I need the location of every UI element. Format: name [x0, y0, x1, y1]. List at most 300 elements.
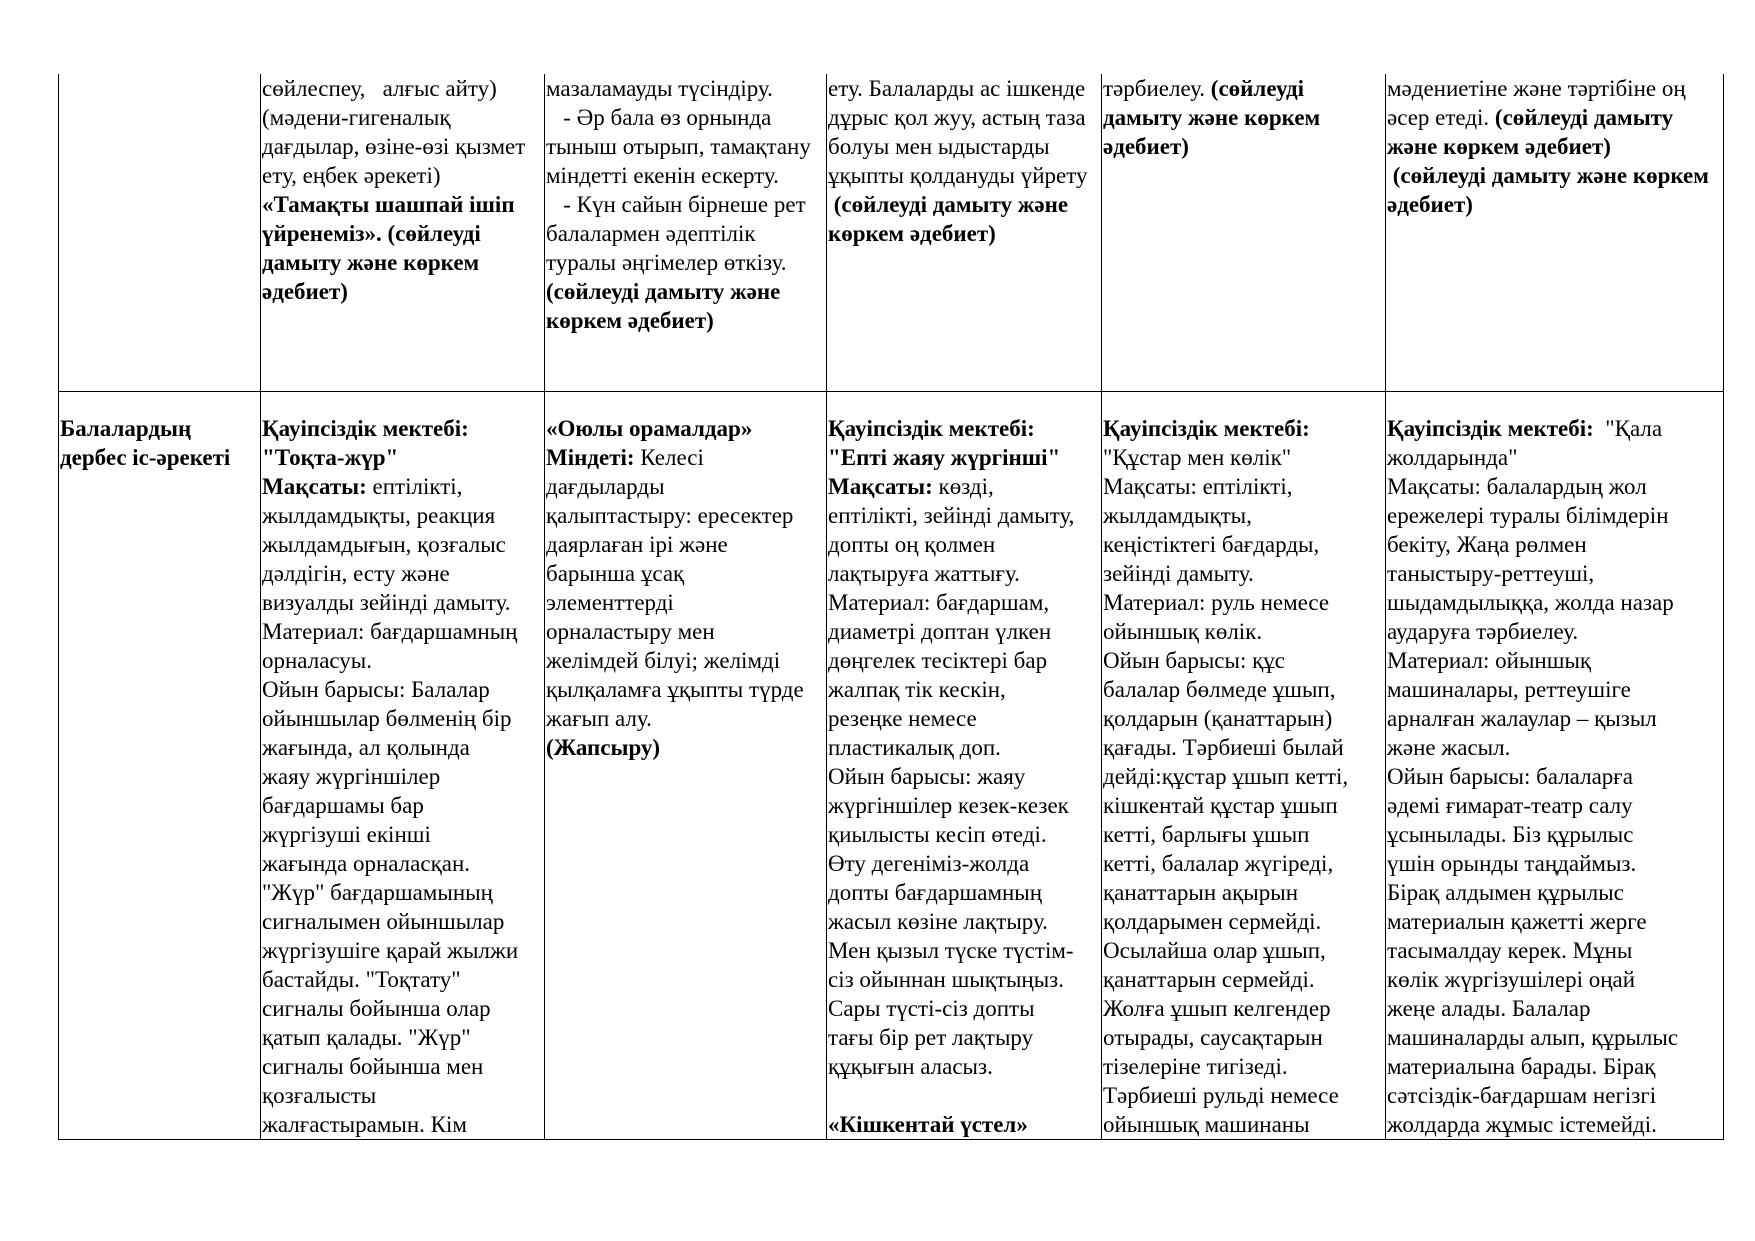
text-run: балалармен әдептілік [546, 221, 756, 246]
text-run: Ойын барысы: жаяу [828, 764, 1026, 789]
text-line [60, 443, 260, 472]
row-label-cell [59, 74, 261, 392]
text-line [262, 646, 544, 675]
text-line [1387, 965, 1723, 994]
text-line [1103, 646, 1385, 675]
bold-text-run: «Кішкентай үстел» [828, 1112, 1028, 1137]
table-cell [545, 74, 827, 392]
text-run: ұсынылады. Біз құрылыс [1387, 822, 1634, 847]
text-run: резеңке немесе [828, 706, 977, 731]
text-line [1103, 501, 1385, 530]
text-run: балалар бөлмеде ұшып, [1103, 677, 1336, 702]
text-run: материалын қажетті жерге [1387, 909, 1647, 934]
text-run: қанаттарын ақырын [1103, 880, 1299, 905]
text-run: Осылайша олар ұшып, [1103, 938, 1326, 963]
text-line [828, 74, 1101, 103]
text-run: көлік жүргізушілері оңай [1387, 967, 1636, 992]
text-run: Сары түсті-сіз допты [828, 996, 1035, 1021]
text-line [1387, 936, 1723, 965]
bold-text-run: көркем әдебиет) [546, 308, 714, 333]
text-line [1103, 414, 1385, 443]
text-run: ойыншылар бөлменің бір [262, 706, 512, 731]
text-line [546, 219, 826, 248]
text-run: "Жүр" бағдаршамының [262, 880, 493, 905]
text-line [1103, 704, 1385, 733]
text-run: тізелеріне тигізеді. [1103, 1054, 1288, 1079]
text-line [1103, 994, 1385, 1023]
text-run: шыдамдылыққа, жолда назар [1387, 590, 1674, 615]
text-line [828, 762, 1101, 791]
text-line [828, 472, 1101, 501]
table-cell [261, 392, 545, 1140]
text-run: Материал: бағдаршам, [828, 590, 1050, 615]
schedule-table [58, 74, 1724, 1140]
text-line [60, 414, 260, 443]
text-line [1387, 791, 1723, 820]
text-run: сіз ойыннан шықтыңыз. [828, 967, 1065, 992]
text-run: тәрбиелеу. [1103, 76, 1211, 101]
bold-text-run: дамыту және көркем [262, 250, 480, 275]
text-run: пластикалық доп. [828, 735, 1001, 760]
text-run: Мақсаты: балалардың жол [1387, 474, 1647, 499]
text-run: қанаттарын сермейді. [1103, 967, 1315, 992]
text-run: кеңістіктегі бағдарды, [1103, 532, 1320, 557]
text-run: "Қала [1605, 416, 1663, 441]
text-line [262, 472, 544, 501]
text-line [828, 733, 1101, 762]
text-line [1387, 907, 1723, 936]
text-line [546, 646, 826, 675]
text-line [262, 1052, 544, 1081]
text-line [262, 248, 544, 277]
text-line [1387, 762, 1723, 791]
text-line [262, 103, 544, 132]
text-run: жолдарда жұмыс істемейді. [1387, 1112, 1657, 1137]
text-run: жалғастырамын. Кім [262, 1112, 467, 1137]
text-run: жалпақ тік кескін, [828, 677, 1006, 702]
bold-text-run: Қауіпсіздік мектебі: [262, 416, 469, 441]
bold-text-run: Балалардың [60, 416, 192, 441]
text-run: ету. Балаларды ас ішкенде [828, 76, 1086, 101]
text-line [262, 530, 544, 559]
text-run: допты оң қолмен [828, 532, 996, 557]
table-cell [827, 74, 1102, 392]
text-line [828, 849, 1101, 878]
text-run: отырады, саусақтарын [1103, 1025, 1323, 1050]
text-run: сәтсіздік-бағдаршам негізгі [1387, 1083, 1657, 1108]
text-run: аударуға тәрбиелеу. [1387, 619, 1579, 644]
text-line [828, 161, 1101, 190]
text-run: диаметрі доптан үлкен [828, 619, 1052, 644]
text-line [828, 1110, 1101, 1139]
text-line [546, 161, 826, 190]
text-line [1387, 878, 1723, 907]
text-line [828, 190, 1101, 219]
text-run: жылдамдықты, реакция [262, 503, 496, 528]
bold-text-run: (сөйлеуді дамыту және көркем [1387, 163, 1709, 188]
text-line [262, 501, 544, 530]
text-line [1103, 1081, 1385, 1110]
text-run: сигналымен ойыншылар [262, 909, 505, 934]
text-run: Материал: руль немесе [1103, 590, 1330, 615]
text-line [1103, 675, 1385, 704]
text-run: үшін орынды таңдаймыз. [1387, 851, 1637, 876]
text-line [1387, 472, 1723, 501]
bold-text-run: Міндеті: [546, 445, 641, 470]
text-run: ептілікті, зейінді дамыту, [828, 503, 1075, 528]
text-run: сигналы бойынша олар [262, 996, 491, 1021]
text-line [262, 733, 544, 762]
text-line [262, 820, 544, 849]
bold-text-run: (сөйлеуді дамыту [1494, 105, 1674, 130]
text-line [1103, 559, 1385, 588]
text-run: әдемі ғимарат-театр салу [1387, 793, 1633, 818]
text-line [1103, 1110, 1385, 1139]
text-line [1103, 74, 1385, 103]
text-line [262, 617, 544, 646]
text-run: ойыншық машинаны [1103, 1112, 1310, 1137]
text-line [1387, 588, 1723, 617]
bold-text-run: "Тоқта-жүр" [262, 445, 399, 470]
text-line [546, 704, 826, 733]
text-run: Ойын барысы: Балалар [262, 677, 490, 702]
text-run: ережелері туралы білімдерін [1387, 503, 1669, 528]
text-run: Ойын барысы: балаларға [1387, 764, 1633, 789]
text-line [1103, 472, 1385, 501]
text-run: жеңе алады. Балалар [1387, 996, 1591, 1021]
text-run: таныстыру-реттеуші, [1387, 561, 1595, 586]
text-run: қолдарын (қанаттарын) [1103, 706, 1333, 731]
text-line [1387, 675, 1723, 704]
text-line [262, 588, 544, 617]
text-line [828, 791, 1101, 820]
text-run: жүргізуші екінші [262, 822, 431, 847]
text-line [1103, 762, 1385, 791]
text-line [1387, 161, 1723, 190]
text-line [546, 306, 826, 335]
text-line [1387, 733, 1723, 762]
text-run: жүргіншілер кезек-кезек [828, 793, 1069, 818]
text-line [1387, 849, 1723, 878]
bold-text-run: (Жапсыру) [546, 735, 661, 760]
text-run: Келесі [640, 445, 704, 470]
text-run: болуы мен ыдыстарды [828, 134, 1050, 159]
text-line [262, 1023, 544, 1052]
text-run: арналған жалаулар – қызыл [1387, 706, 1657, 731]
bold-text-run: әдебиет) [1103, 134, 1189, 159]
text-run: жылдамдықты, [1103, 503, 1252, 528]
text-run: тағы бір рет лақтыру [828, 1025, 1034, 1050]
text-line [828, 617, 1101, 646]
text-line [1387, 74, 1723, 103]
text-run: қатып қалады. "Жүр" [262, 1025, 471, 1050]
text-line [546, 733, 826, 762]
text-run: міндетті екенін ескерту. [546, 163, 779, 188]
text-line [262, 559, 544, 588]
text-run: қиылысты кесіп өтеді. [828, 822, 1047, 847]
table-row [59, 74, 1724, 392]
bold-text-run: Мақсаты: [262, 474, 373, 499]
bold-text-run: Қауіпсіздік мектебі: [828, 416, 1035, 441]
text-line [546, 414, 826, 443]
text-run: жасыл көзіне лақтыру. [828, 909, 1048, 934]
text-line [262, 132, 544, 161]
text-line [828, 588, 1101, 617]
text-line [1103, 103, 1385, 132]
text-line [262, 74, 544, 103]
text-line [1103, 878, 1385, 907]
table-cell [545, 392, 827, 1140]
text-run: визуалды зейінді дамыту. [262, 590, 511, 615]
table-row [59, 392, 1724, 1140]
text-line [1103, 965, 1385, 994]
text-line [546, 74, 826, 103]
text-run: желімдей білуі; желімді [546, 648, 781, 673]
text-line [828, 443, 1101, 472]
bold-text-run: көркем әдебиет) [828, 221, 996, 246]
text-run: бекіту, Жаңа рөлмен [1387, 532, 1587, 557]
text-line [1103, 443, 1385, 472]
bold-text-run: дербес іс-әрекеті [60, 445, 231, 470]
text-run: қозғалысты [262, 1083, 377, 1108]
text-line [262, 849, 544, 878]
text-line [1103, 530, 1385, 559]
text-run: дәлдігін, есту және [262, 561, 450, 586]
table-cell [1102, 74, 1386, 392]
bold-text-run: үйренеміз». (сөйлеуді [262, 221, 481, 246]
text-run: материалына барады. Бірақ [1387, 1054, 1656, 1079]
bold-text-run: (сөйлеуді дамыту және [828, 192, 1069, 217]
text-run: жағында орналасқан. [262, 851, 471, 876]
text-line [1103, 849, 1385, 878]
text-line [262, 1081, 544, 1110]
text-line [1387, 1052, 1723, 1081]
text-line [262, 704, 544, 733]
text-run: туралы әңгімелер өткізу. [546, 250, 787, 275]
text-line [1387, 443, 1723, 472]
text-run: Мен қызыл түске түстім- [828, 938, 1074, 963]
text-line [262, 675, 544, 704]
bold-text-run: Қауіпсіздік мектебі: [1103, 416, 1310, 441]
text-line [1103, 791, 1385, 820]
text-line [828, 878, 1101, 907]
text-line [1103, 907, 1385, 936]
text-line [1103, 1052, 1385, 1081]
text-line [1103, 617, 1385, 646]
text-run: машиналарды алып, құрылыс [1387, 1025, 1679, 1050]
text-line [262, 791, 544, 820]
text-run: дөңгелек тесіктері бар [828, 648, 1048, 673]
text-run: бағдаршамы бар [262, 793, 424, 818]
text-line [1387, 704, 1723, 733]
text-run: қағады. Тәрбиеші былай [1103, 735, 1344, 760]
text-line [1103, 820, 1385, 849]
text-line [546, 501, 826, 530]
bold-text-run: және көркем әдебиет) [1387, 134, 1611, 159]
text-line [546, 277, 826, 306]
text-line [1387, 1110, 1723, 1139]
text-line [546, 132, 826, 161]
text-run: жылдамдығын, қозғалыс [262, 532, 506, 557]
text-run: кетті, балалар жүгіреді, [1103, 851, 1334, 876]
text-line [546, 103, 826, 132]
text-run: құқығын аласыз. [828, 1054, 993, 1079]
text-line [1387, 414, 1723, 443]
text-line [262, 762, 544, 791]
text-line [1387, 617, 1723, 646]
text-line [262, 1110, 544, 1139]
text-line [546, 675, 826, 704]
bold-text-run: (сөйлеуді дамыту және [546, 279, 781, 304]
table-cell [827, 392, 1102, 1140]
text-run: барынша ұсақ [546, 561, 685, 586]
text-run: допты бағдаршамның [828, 880, 1043, 905]
table-cell [1386, 74, 1724, 392]
text-run: дұрыс қол жуу, астың таза [828, 105, 1086, 130]
bold-text-run: «Тамақты шашпай ішіп [262, 192, 515, 217]
text-run: мәдениетіне және тәртібіне оң [1387, 76, 1686, 101]
text-line [828, 501, 1101, 530]
bold-text-run: (сөйлеуді [1210, 76, 1305, 101]
text-line [828, 1081, 1101, 1110]
text-line [828, 1023, 1101, 1052]
text-run: дағдылар, өзіне-өзі қызмет [262, 134, 526, 159]
text-run: әсер етеді. [1387, 105, 1495, 130]
text-line [1103, 733, 1385, 762]
text-run: Ойын барысы: құс [1103, 648, 1285, 673]
text-line [1103, 588, 1385, 617]
table-cell [1386, 392, 1724, 1140]
text-run: көзді, [938, 474, 994, 499]
text-run: қолдарымен сермейді. [1103, 909, 1322, 934]
text-run: дағдыларды [546, 474, 665, 499]
text-run: Тәрбиеші рульді немесе [1103, 1083, 1339, 1108]
text-line [1103, 936, 1385, 965]
text-run: - Әр бала өз орнында [546, 105, 772, 130]
text-run: мазаламауды түсіндіру. [546, 76, 773, 101]
text-line [1387, 190, 1723, 219]
text-line [262, 443, 544, 472]
text-line [262, 994, 544, 1023]
text-run: жағында, ал қолында [262, 735, 470, 760]
text-line [1387, 646, 1723, 675]
text-run: ойыншық көлік. [1103, 619, 1263, 644]
table-cell [1102, 392, 1386, 1140]
text-line [546, 472, 826, 501]
text-run: Жолға ұшып келгендер [1103, 996, 1331, 1021]
text-line [828, 646, 1101, 675]
text-line [546, 559, 826, 588]
text-run: тыныш отырып, тамақтану [546, 134, 811, 159]
text-run: Мақсаты: ептілікті, [1103, 474, 1293, 499]
text-run: (мәдени-гигеналық [262, 105, 451, 130]
text-run: кетті, барлығы ұшып [1103, 822, 1310, 847]
bold-text-run: Мақсаты: [828, 474, 939, 499]
text-run: Материал: ойыншық [1387, 648, 1592, 673]
text-run: зейінді дамыту. [1103, 561, 1254, 586]
text-line [828, 219, 1101, 248]
text-line [262, 936, 544, 965]
table-cell [261, 74, 545, 392]
text-run: Өту дегеніміз-жолда [828, 851, 1030, 876]
text-line [546, 588, 826, 617]
text-line [262, 219, 544, 248]
text-run: жаяу жүргіншілер [262, 764, 441, 789]
text-line [1387, 132, 1723, 161]
text-line [828, 820, 1101, 849]
text-line [262, 414, 544, 443]
bold-text-run: "Епті жаяу жүргінші" [828, 445, 1061, 470]
text-line [1387, 1081, 1723, 1110]
text-line [1387, 559, 1723, 588]
text-run: - Күн сайын бірнеше рет [546, 192, 806, 217]
text-line [546, 248, 826, 277]
text-line [828, 1052, 1101, 1081]
text-run: тасымалдау керек. Мұны [1387, 938, 1633, 963]
text-line [828, 965, 1101, 994]
text-run: ету, еңбек әрекеті) [262, 163, 441, 188]
text-line [828, 907, 1101, 936]
text-line [1387, 530, 1723, 559]
text-line [1387, 820, 1723, 849]
text-run: даярлаған ірі және [546, 532, 728, 557]
bold-text-run: дамыту және көркем [1103, 105, 1321, 130]
text-line [1103, 1023, 1385, 1052]
text-line [1103, 132, 1385, 161]
text-line [1387, 501, 1723, 530]
row-label-cell [59, 392, 261, 1140]
text-run: машиналары, реттеушіге [1387, 677, 1631, 702]
text-line [828, 559, 1101, 588]
text-line [1387, 994, 1723, 1023]
text-line [828, 414, 1101, 443]
text-run: "Құстар мен көлік" [1103, 445, 1292, 470]
text-run: элементтерді [546, 590, 674, 615]
text-run: кішкентай құстар ұшып [1103, 793, 1338, 818]
text-line [262, 190, 544, 219]
text-line [262, 907, 544, 936]
text-line [828, 994, 1101, 1023]
text-line [546, 617, 826, 646]
text-run: сөйлеспеу, алғыс айту) [262, 76, 497, 101]
text-run: жағып алу. [546, 706, 652, 731]
text-run: орналастыру мен [546, 619, 715, 644]
text-line [546, 443, 826, 472]
text-line [828, 132, 1101, 161]
text-run: жүргізушіге қарай жылжи [262, 938, 519, 963]
text-line [546, 190, 826, 219]
text-run: жолдарында" [1387, 445, 1518, 470]
text-run: ұқыпты қолдануды үйрету [828, 163, 1088, 188]
text-line [1387, 103, 1723, 132]
text-run: Материал: бағдаршамның [262, 619, 518, 644]
text-run: қалыптастыру: ересектер [546, 503, 794, 528]
text-line [828, 704, 1101, 733]
text-run: лақтыруға жаттығу. [828, 561, 1020, 586]
text-line [828, 530, 1101, 559]
bold-text-run: әдебиет) [1387, 192, 1473, 217]
text-line [262, 965, 544, 994]
text-line [262, 878, 544, 907]
bold-text-run: Қауіпсіздік мектебі: [1387, 416, 1606, 441]
text-run: дейді:құстар ұшып кетті, [1103, 764, 1349, 789]
text-line [828, 103, 1101, 132]
bold-text-run: әдебиет) [262, 279, 348, 304]
text-line [828, 675, 1101, 704]
text-run: ептілікті, [372, 474, 463, 499]
text-line [262, 277, 544, 306]
bold-text-run: «Оюлы орамалдар» [546, 416, 753, 441]
